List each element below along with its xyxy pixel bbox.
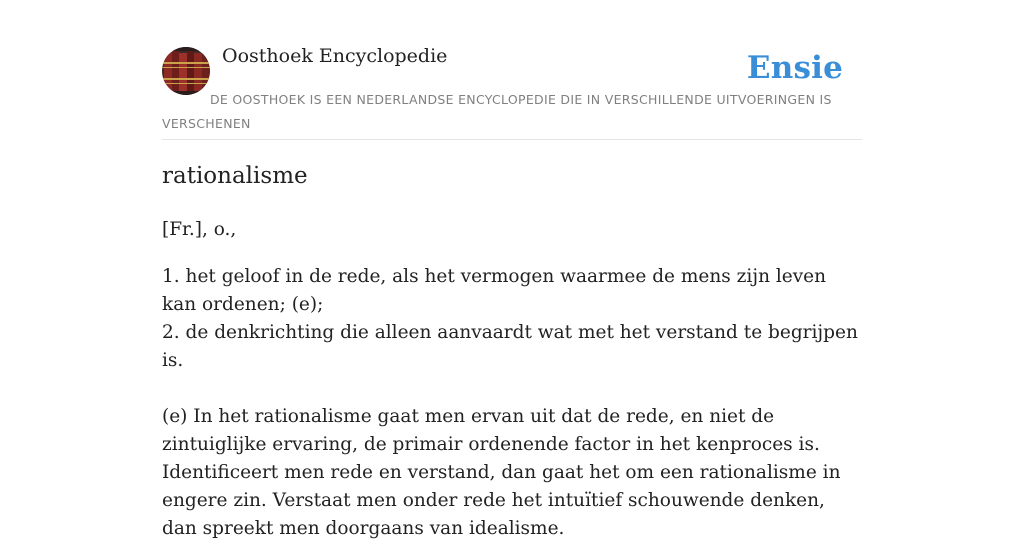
entry-grammar: [Fr.], o., [162,219,237,240]
source-tagline: DE OOSTHOEK IS EEN NEDERLANDSE ENCYCLOPEDIE DIE IN VERSCHILLENDE UITVOERINGEN IS VERSCHENEN [162,92,832,131]
source-title[interactable]: Oosthoek Encyclopedie [222,45,448,67]
entry-content [162,216,862,543]
entry-headword: rationalisme [162,163,308,189]
entry-explanation: (e) In het rationalisme gaat men ervan uit dat de rede, en niet de zintuiglijke ervaring, de primair ordenende factor in het kenproces is. Identificeert men rede en verstand, dan gaat het om een rationalisme in engere zin. Verstaat men onder rede het intuïtief schouwende denken, dan spreekt men doorgaans van idealisme. [162,406,841,539]
brand-logo[interactable]: Ensie [746,50,843,86]
definition-2: 2. de denkrichting die alleen aanvaardt wat met het verstand te begrijpen is. [162,322,858,371]
paragraph-gap [162,375,862,403]
header-divider [162,139,862,140]
definition-1: 1. het geloof in de rede, als het vermogen waarmee de mens zijn leven kan ordenen; (e); [162,266,827,315]
